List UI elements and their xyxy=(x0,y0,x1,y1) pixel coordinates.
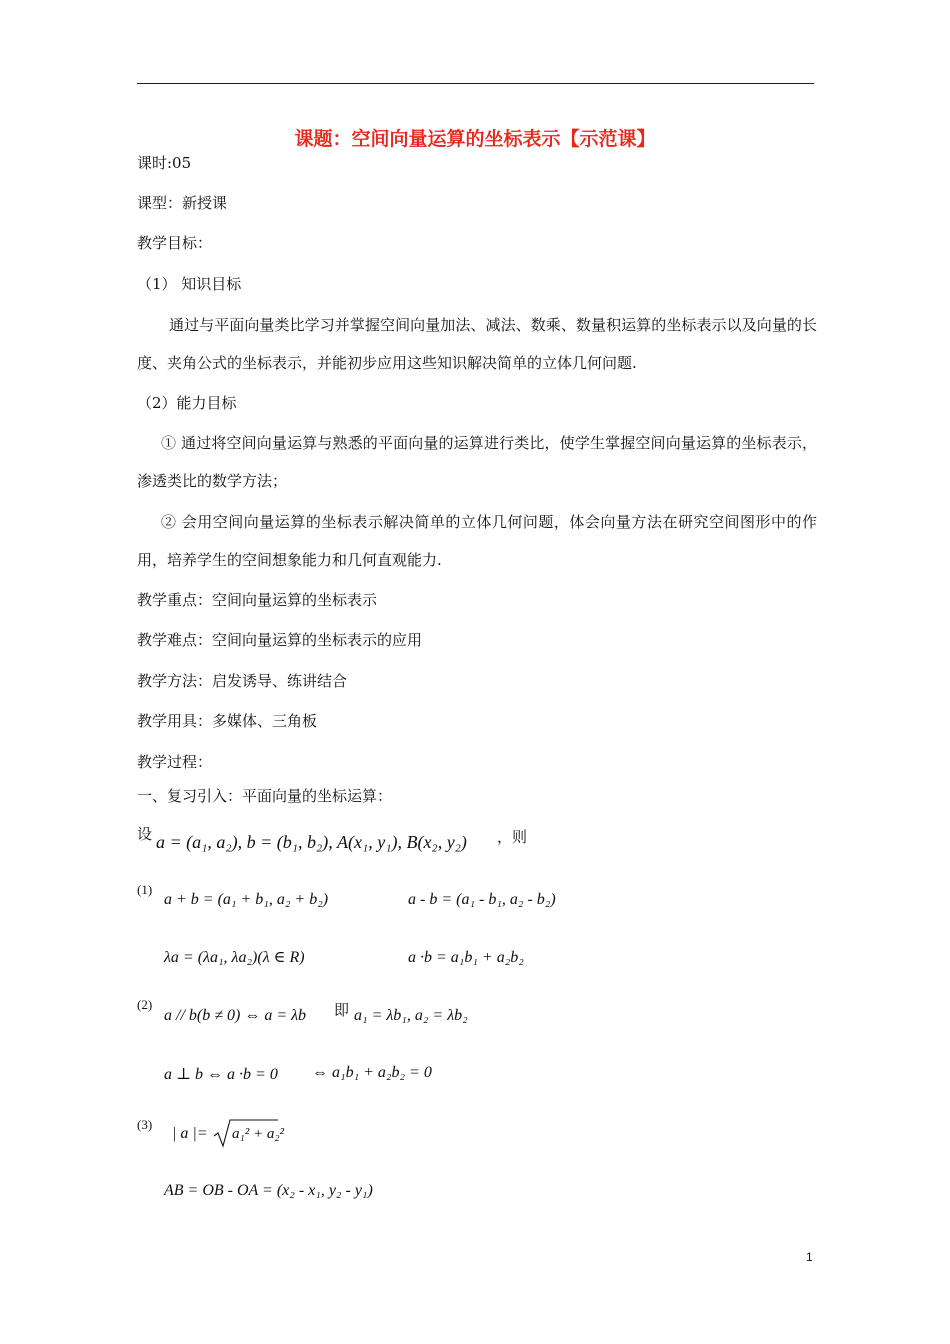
item-number-3: (3) xyxy=(137,1117,153,1132)
page-title: 课题：空间向量运算的坐标表示【示范课】 xyxy=(294,128,656,150)
formula-vector-ab: AB = OB - OA = (x₂ - x₁, y₂ - y₁) xyxy=(164,1182,373,1199)
goal2-item2: ② 会用空间向量运算的坐标表示解决简单的立体几何问题，体会向量方法在研究空间图形中的作用，培养学生的空间想象能力和几何直观能力. xyxy=(137,513,817,569)
then-label: ，则 xyxy=(497,828,528,846)
tools-line: 教学用具：多媒体、三角板 xyxy=(137,712,318,730)
goal1-text: 通过与平面向量类比学习并掌握空间向量加法、减法、数乘、数量积运算的坐标表示以及向量的长度、夹角公式的坐标表示，并能初步应用这些知识解决简单的立体几何问题. xyxy=(137,316,817,372)
key-point-line: 教学重点：空间向量运算的坐标表示 xyxy=(137,591,378,609)
header-rule xyxy=(137,83,814,84)
formula-sum: a + b = (a₁ + b₁, a₂ + b₂) xyxy=(164,891,329,908)
formula-dot: a ·b = a₁b₁ + a₂b₂ xyxy=(408,949,524,966)
goal2-item1: ① 通过将空间向量运算与熟悉的平面向量的运算进行类比，使学生掌握空间向量运算的坐标表示，渗透类比的数学方法； xyxy=(137,434,817,490)
process-line: 教学过程： xyxy=(137,753,213,771)
formula-length-left: | a |= xyxy=(172,1125,208,1142)
let-label: 设 xyxy=(137,825,153,843)
goal1-heading: （1） 知识目标 xyxy=(137,275,242,293)
ji-label: 即 xyxy=(334,1001,350,1019)
item-number-2: (2) xyxy=(137,997,153,1012)
formula-parallel: a // b(b ≠ 0) ⇔ a = λb xyxy=(164,1007,307,1024)
type-line: 课型：新授课 xyxy=(137,194,228,212)
page-number: 1 xyxy=(806,1250,813,1264)
section1-heading: 一、复习引入：平面向量的坐标运算： xyxy=(137,787,393,805)
difficulty-line: 教学难点：空间向量运算的坐标表示的应用 xyxy=(137,631,423,649)
item-number-1: (1) xyxy=(137,882,153,897)
goals-heading: 教学目标： xyxy=(137,234,213,252)
formula-length-radicand: a₁² + a₂² xyxy=(232,1126,285,1142)
formula-perpendicular: a ⊥ b ⇔ a ·b = 0 xyxy=(164,1066,278,1083)
formula-parallel-coord: a₁ = λb₁, a₂ = λb₂ xyxy=(354,1007,468,1024)
formula-difference: a - b = (a₁ - b₁, a₂ - b₂) xyxy=(408,891,556,908)
period-line: 课时:05 xyxy=(137,154,192,172)
goal2-heading: （2）能力目标 xyxy=(137,394,237,412)
formula-scalar: λa = (λa₁, λa₂)(λ ∈ R) xyxy=(164,949,305,966)
let-formula: a = (a₁, a₂), b = (b₁, b₂), A(x₁, y₁), B(x₂, y₂) xyxy=(156,832,467,852)
method-line: 教学方法：启发诱导、练讲结合 xyxy=(137,672,348,690)
formula-perpendicular-coord: ⇔ a₁b₁ + a₂b₂ = 0 xyxy=(312,1064,432,1081)
